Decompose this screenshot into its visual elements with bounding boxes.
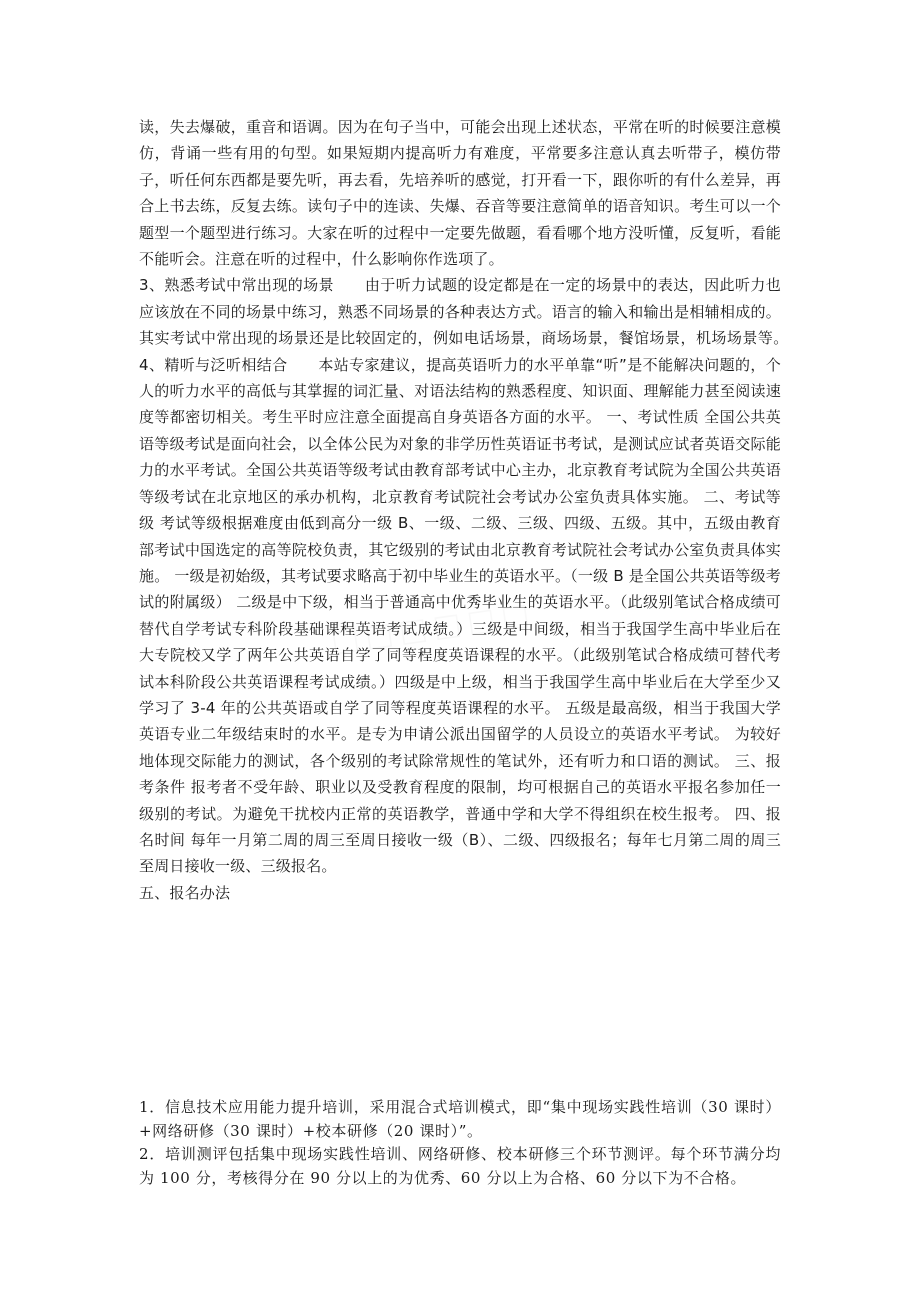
training-list (139, 1096, 781, 1190)
training-item-1: 1．信息技术应用能力提升培训，采用混合式培训模式，即“集中现场实践性培训（30 课时）+网络研修（30 课时）+校本研修（20 课时）”。 (139, 1098, 781, 1140)
main-paragraph: 读，失去爆破，重音和语调。因为在句子当中，可能会出现上述状态，平常在听的时候要注意模仿，背诵一些有用的句型。如果短期内提高听力有难度，平常要多注意认真去听带子，模仿带子，听任何东西都是要先听，再去看，先培养听的感觉，打开看一下，跟你听的有什么差异，再合上书去练，反复去练。读句子中的连读、失爆、吞音等要注意简单的语音知识。考生可以一个题型一个题型进行练习。大家在听的过程中一定要先做题，看看哪个地方没听懂，反复听，看能不能听会。注意在听的过程中，什么影响你作选项了。 3、熟悉考试中常出现的场景 由于听力试题的设定都是在一定的场景中的表达，因此听力也应该放在不同的场景中练习，熟悉不同场景的各种表达方式。语言的输入和输出是相辅相成的。其实考试中常出现的场景还是比较固定的，例如电话场景，商场场景，餐馆场景，机场场景等。 4、精听与泛听相结合 本站专家建议，提高英语听力的水平单靠“听”是不能解决问题的，个人的听力水平的高低与其掌握的词汇量、对语法结构的熟悉程度、知识面、理解能力甚至阅读速度等都密切相关。考生平时应注意全面提高自身英语各方面的水平。 一、考试性质 全国公共英语等级考试是面向社会，以全体公民为对象的非学历性英语证书考试，是测试应试者英语交际能力的水平考试。全国公共英语等级考试由教育部考试中心主办，北京教育考试院为全国公共英语等级考试在北京地区的承办机构，北京教育考试院社会考试办公室负责具体实施。 二、考试等级 考试等级根据难度由低到高分一级 B、一级、二级、三级、四级、五级。其中，五级由教育部考试中国选定的高等院校负责，其它级别的考试由北京教育考试院社会考试办公室负责具体实施。 一级是初始级，其考试要求略高于初中毕业生的英语水平。（一级 B 是全国公共英语等级考试的附属级） 二级是中下级，相当于普通高中优秀毕业生的英语水平。（此级别笔试合格成绩可替代自学考试专科阶段基础课程英语考试成绩。）三级是中间级，相当于我国学生高中毕业后在大专院校又学了两年公共英语自学了同等程度英语课程的水平。（此级别笔试合格成绩可替代考试本科阶段公共英语课程考试成绩。）四级是中上级，相当于我国学生高中毕业后在大学至少又学习了 3-4 年的公共英语或自学了同等程度英语课程的水平。 五级是最高级，相当于我国大学英语专业二年级结束时的水平。是专为申请公派出国留学的人员设立的英语水平考试。 为较好地体现交际能力的测试，各个级别的考试除常规性的笔试外，还有听力和口语的测试。 三、报考条件 报考者不受年龄、职业以及受教育程度的限制，均可根据自己的英语水平报名参加任一级别的考试。为避免干扰校内正常的英语教学，普通中学和大学不得组织在校生报考。 四、报名时间 每年一月第二周的周三至周日接收一级（B）、二级、四级报名；每年七月第二周的周三至周日接收一级、三级报名。 五、报名办法 (139, 118, 781, 902)
training-item-2: 2．培训测评包括集中现场实践性培训、网络研修、校本研修三个环节测评。每个环节满分均为 100 分，考核得分在 90 分以上的为优秀、60 分以上为合格、60 分以下为不合格。 (139, 1145, 781, 1187)
